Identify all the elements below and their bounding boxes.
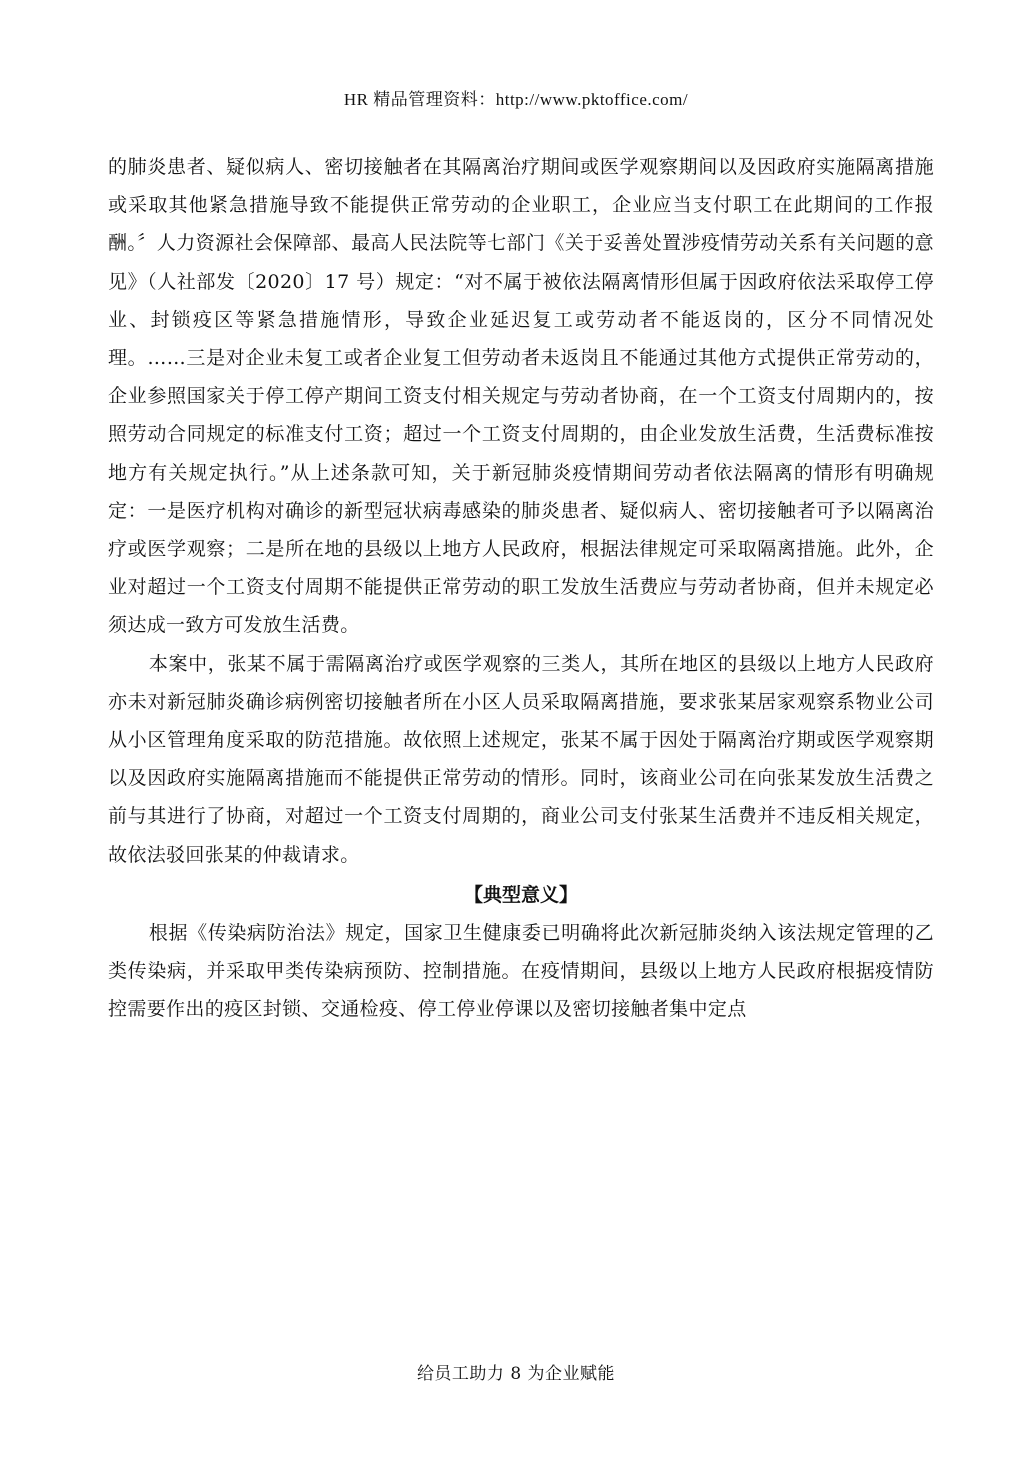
- section-heading: 【典型意义】: [463, 883, 578, 906]
- body-paragraph-case-analysis: 本案中，张某不属于需隔离治疗或医学观察的三类人，其所在地区的县级以上地方人民政府亦未对新冠肺炎确诊病例密切接触者所在小区人员采取隔离措施，要求张某居家观察系物业公司从小区管理角度采取的防范措施。故依照上述规定，张某不属于因处于隔离治疗期或医学观察期以及因政府实施隔离措施而不能提供正常劳动的情形。同时，该商业公司在向张某发放生活费之前与其进行了协商，对超过一个工资支付周期的，商业公司支付张某生活费并不违反相关规定，故依法驳回张某的仲裁请求。: [108, 652, 934, 866]
- body-paragraph-continued: 的肺炎患者、疑似病人、密切接触者在其隔离治疗期间或医学观察期间以及因政府实施隔离措施或采取其他紧急措施导致不能提供正常劳动的企业职工，企业应当支付职工在此期间的工作报酬。〞人力资源社会保障部、最高人民法院等七部门《关于妥善处置涉疫情劳动关系有关问题的意见》（人社部发〔2020〕17 号）规定：“对不属于被依法隔离情形但属于因政府依法采取停工停业、封锁疫区等紧急措施情形，导致企业延迟复工或劳动者不能返岗的，区分不同情况处理。……三是对企业未复工或者企业复工但劳动者未返岗且不能通过其他方式提供正常劳动的，企业参照国家关于停工停产期间工资支付相关规定与劳动者协商，在一个工资支付周期内的，按照劳动合同规定的标准支付工资；超过一个工资支付周期的，由企业发放生活费，生活费标准按地方有关规定执行。”从上述条款可知，关于新冠肺炎疫情期间劳动者依法隔离的情形有明确规定：一是医疗机构对确诊的新型冠状病毒感染的肺炎患者、疑似病人、密切接触者可予以隔离治疗或医学观察；二是所在地的县级以上地方人民政府，根据法律规定可采取隔离措施。此外，企业对超过一个工资支付周期不能提供正常劳动的职工发放生活费应与劳动者协商，但并未规定必须达成一致方可发放生活费。: [108, 156, 934, 637]
- document-body: [108, 148, 934, 1028]
- page-footer: 给员工助力 8 为企业赋能: [416, 1364, 616, 1384]
- page-header: HR 精品管理资料：http://www.pktoffice.com/: [343, 90, 689, 109]
- body-paragraph-significance: 根据《传染病防治法》规定，国家卫生健康委已明确将此次新冠肺炎纳入该法规定管理的乙类传染病，并采取甲类传染病预防、控制措施。在疫情期间，县级以上地方人民政府根据疫情防控需要作出的疫区封锁、交通检疫、停工停业停课以及密切接触者集中定点: [108, 921, 934, 1021]
